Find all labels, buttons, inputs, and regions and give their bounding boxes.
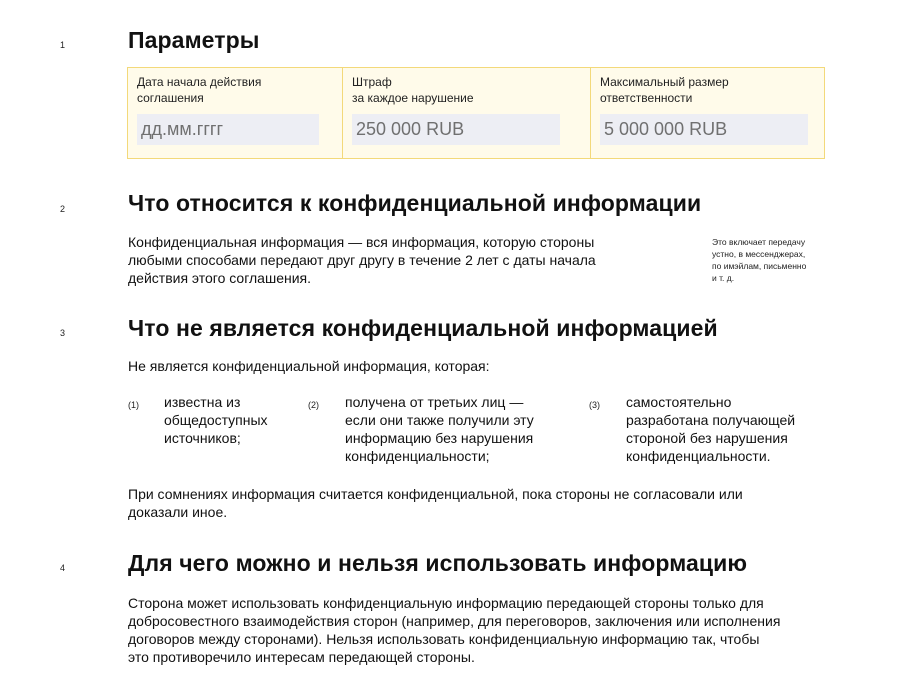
penalty-input[interactable]: 250 000 RUB	[352, 114, 560, 145]
param-label: Штраф за каждое нарушение	[352, 75, 474, 105]
section-number: 3	[60, 328, 66, 338]
usage-text: Сторона может использовать конфиденциальную информацию передающей стороны только для добросовестного взаимодействия сторон (например, для переговоров, заключения или исполнения договоров между сторонами). Нельзя использовать конфиденциальную информацию так, чтобы это противоречило интересам передающей стороны.	[128, 595, 781, 665]
section-title-parameters: Параметры	[128, 27, 260, 53]
section-title-confidential: Что относится к конфиденциальной информации	[128, 190, 702, 216]
section-number: 2	[60, 204, 66, 214]
list-item: известна из общедоступных источников;	[164, 394, 268, 446]
section-title-usage: Для чего можно и нельзя использовать информацию	[128, 550, 748, 576]
start-date-input[interactable]: дд.мм.гггг	[137, 114, 319, 145]
list-marker: (2)	[308, 400, 319, 410]
confidential-definition: Конфиденциальная информация — вся информация, которую стороны любыми способами передают друг другу в течение 2 лет с даты начала действия этого соглашения.	[128, 234, 596, 286]
list-item: получена от третьих лиц — если они также получили эту информацию без нарушения конфиденциальности;	[345, 394, 534, 464]
section-title-not-confidential: Что не является конфиденциальной информацией	[128, 315, 718, 341]
param-label: Максимальный размер ответственности	[600, 75, 729, 105]
param-penalty	[342, 68, 590, 158]
list-marker: (1)	[128, 400, 139, 410]
section-number: 1	[60, 40, 66, 50]
parameters-table	[127, 67, 825, 159]
side-note: Это включает передачу устно, в мессенджерах, по имэйлам, письменно и т. д.	[712, 237, 807, 283]
max-liability-input[interactable]: 5 000 000 RUB	[600, 114, 808, 145]
section-number: 4	[60, 563, 66, 573]
param-label: Дата начала действия соглашения	[137, 75, 262, 105]
list-item: самостоятельно разработана получающей стороной без нарушения конфиденциальности.	[626, 394, 796, 464]
list-marker: (3)	[589, 400, 600, 410]
doubt-clause: При сомнениях информация считается конфиденциальной, пока стороны не согласовали или доказали иное.	[128, 486, 743, 520]
exclusions-intro: Не является конфиденциальной информация, которая:	[128, 358, 490, 374]
param-start-date	[128, 68, 342, 158]
param-max-liability	[590, 68, 824, 158]
